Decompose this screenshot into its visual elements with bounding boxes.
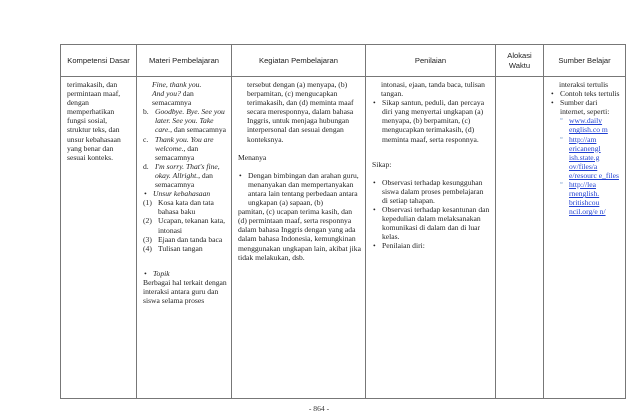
spacer <box>238 144 361 153</box>
materi-unsur-item <box>143 235 227 244</box>
spacer <box>372 169 491 178</box>
sumber-intro: interaksi tertulis <box>559 80 609 89</box>
materi-item-b-text: Goodbye. Bye. See you later. See you. Take care. <box>155 107 225 135</box>
kegiatan-menanya-bullet: • Dengan bimbingan dan arahan guru, menanyakan dan mempertanyakan antara lain tentang perbedaan antara ungkapan (a) sapaan, (b) <box>238 171 361 207</box>
materi-lead <box>143 80 227 107</box>
penilaian-sikap-title: Sikap: <box>372 159 392 169</box>
sumber-link-item <box>560 135 621 180</box>
materi-item-c-tail: , dan semacamnya <box>155 143 199 162</box>
penilaian-sikap-santun: • Sikap santun, peduli, dan percaya diri yang menyertai ungkapan (a) menyapa, (b) berpamitan, (c) mengucapkan terimakasih, (d) meminta maaf, serta responnya. <box>372 98 491 143</box>
sumber-link-item <box>560 180 621 216</box>
header-kompetensi-dasar: Kompetensi Dasar <box>61 45 137 77</box>
materi-item-c <box>143 135 227 162</box>
cell-kegiatan-pembelajaran <box>232 77 366 399</box>
materi-lead-line-3: dan semacamnya <box>152 89 194 108</box>
cell-kompetensi-dasar <box>61 77 137 399</box>
materi-lead-line-1: Fine, thank you. <box>152 80 202 89</box>
materi-unsur-title: • Unsur kebahasaan <box>143 189 227 198</box>
materi-unsur-num: (3) <box>143 234 152 244</box>
penilaian-intro: intonasi, ejaan, tanda baca, tulisan tangan. <box>381 80 485 99</box>
materi-unsur-text: Ucapan, tekanan kata, intonasi <box>158 216 226 235</box>
materi-item-b-label: b. <box>143 107 149 117</box>
spacer <box>372 144 491 160</box>
materi-unsur-num: (4) <box>143 243 152 253</box>
spacer <box>238 162 361 171</box>
materi-unsur-text: Kosa kata dan tata bahasa baku <box>158 198 214 217</box>
penilaian-sikap-item: • Penilaian diri: <box>372 241 491 250</box>
syllabus-table <box>60 44 626 399</box>
penilaian-sikap-item: • Observasi terhadap kesungguhan siswa dalam proses pembelajaran di setiap tahapan. <box>372 178 491 205</box>
kegiatan-menanya-continuation: pamitan, (c) ucapan terima kasih, dan (d) permintaan maaf, serta responnya dalam bahasa Inggris dengan yang ada dalam bahasa Indonesia, kemungkinan menggunakan ungkapan lain, akibat jika tidak melakukan, dsb. <box>238 207 361 262</box>
materi-item-b <box>143 107 227 134</box>
materi-item-d <box>143 162 227 189</box>
header-row <box>61 45 626 77</box>
materi-unsur-item <box>143 216 227 234</box>
cell-sumber-belajar <box>544 77 626 399</box>
materi-unsur-text: Tulisan tangan <box>158 243 203 253</box>
sumber-bullet: • Sumber dari internet, seperti: <box>550 98 621 116</box>
cell-alokasi-waktu <box>496 77 544 399</box>
spacer <box>143 253 227 269</box>
materi-topik-title: • Topik <box>143 269 227 278</box>
kompetensi-text: terimakasih, dan permintaan maaf, dengan memperhatikan fungsi sosial, struktur teks, dan unsur kebahasaan yang benar dan sesuai konteks. <box>67 80 121 162</box>
materi-item-d-tail: , dan semacamnya <box>155 170 213 190</box>
kegiatan-intro: tersebut dengan (a) menyapa, (b) berpamitan, (c) mengucapkan terimakasih, dan (d) meminta maaf secara meresponnya, dalam bahasa Inggris, untuk menjaga hubungan interpersonal dan sesuai dengan konteksnya. <box>247 80 354 144</box>
materi-lead-line-2: And you? <box>152 89 181 99</box>
sumber-link[interactable]: www.daily english.co m <box>569 116 608 135</box>
materi-item-c-text: Thank you. You are welcome. <box>155 134 214 153</box>
kegiatan-menanya-title: Menanya <box>238 152 267 162</box>
sumber-link[interactable]: http://am ericanengl ish.state.g ov/files/a e/resourc e_files <box>569 134 619 180</box>
header-sumber-belajar: Sumber Belajar <box>544 45 626 77</box>
penilaian-sikap-item: • Observasi terhadap kesantunan dan kepedulian dalam melaksanakan komunikasi di dalam dan di luar kelas. <box>372 205 491 241</box>
materi-unsur-text: Ejaan dan tanda baca <box>158 234 223 244</box>
cell-materi-pembelajaran <box>137 77 232 399</box>
materi-unsur-num: (1) <box>143 198 152 208</box>
materi-unsur-item <box>143 198 227 216</box>
materi-topik-text: Berbagai hal terkait dengan interaksi antara guru dan siswa selama proses <box>143 277 227 306</box>
sumber-bullet: • Contoh teks tertulis <box>550 89 621 98</box>
sumber-link-item <box>560 116 621 134</box>
header-materi-pembelajaran: Materi Pembelajaran <box>137 45 232 77</box>
header-alokasi-waktu: Alokasi Waktu <box>496 45 544 77</box>
materi-item-b-tail: , dan semacamnya <box>170 125 226 135</box>
sumber-link[interactable]: http://lea rnenglish. britishcou ncil.org/e n/ <box>569 180 606 217</box>
content-row <box>61 77 626 399</box>
sumber-link-list <box>550 116 621 216</box>
materi-unsur-item <box>143 244 227 253</box>
page-number: - 864 - <box>308 404 330 413</box>
materi-unsur-num: (2) <box>143 216 152 226</box>
materi-item-d-text: I'm sorry. That's fine, okay. Allright. <box>155 161 220 180</box>
header-penilaian: Penilaian <box>366 45 496 77</box>
materi-item-c-label: c. <box>143 134 149 144</box>
cell-penilaian <box>366 77 496 399</box>
materi-item-d-label: d. <box>143 161 149 171</box>
header-kegiatan-pembelajaran: Kegiatan Pembelajaran <box>232 45 366 77</box>
